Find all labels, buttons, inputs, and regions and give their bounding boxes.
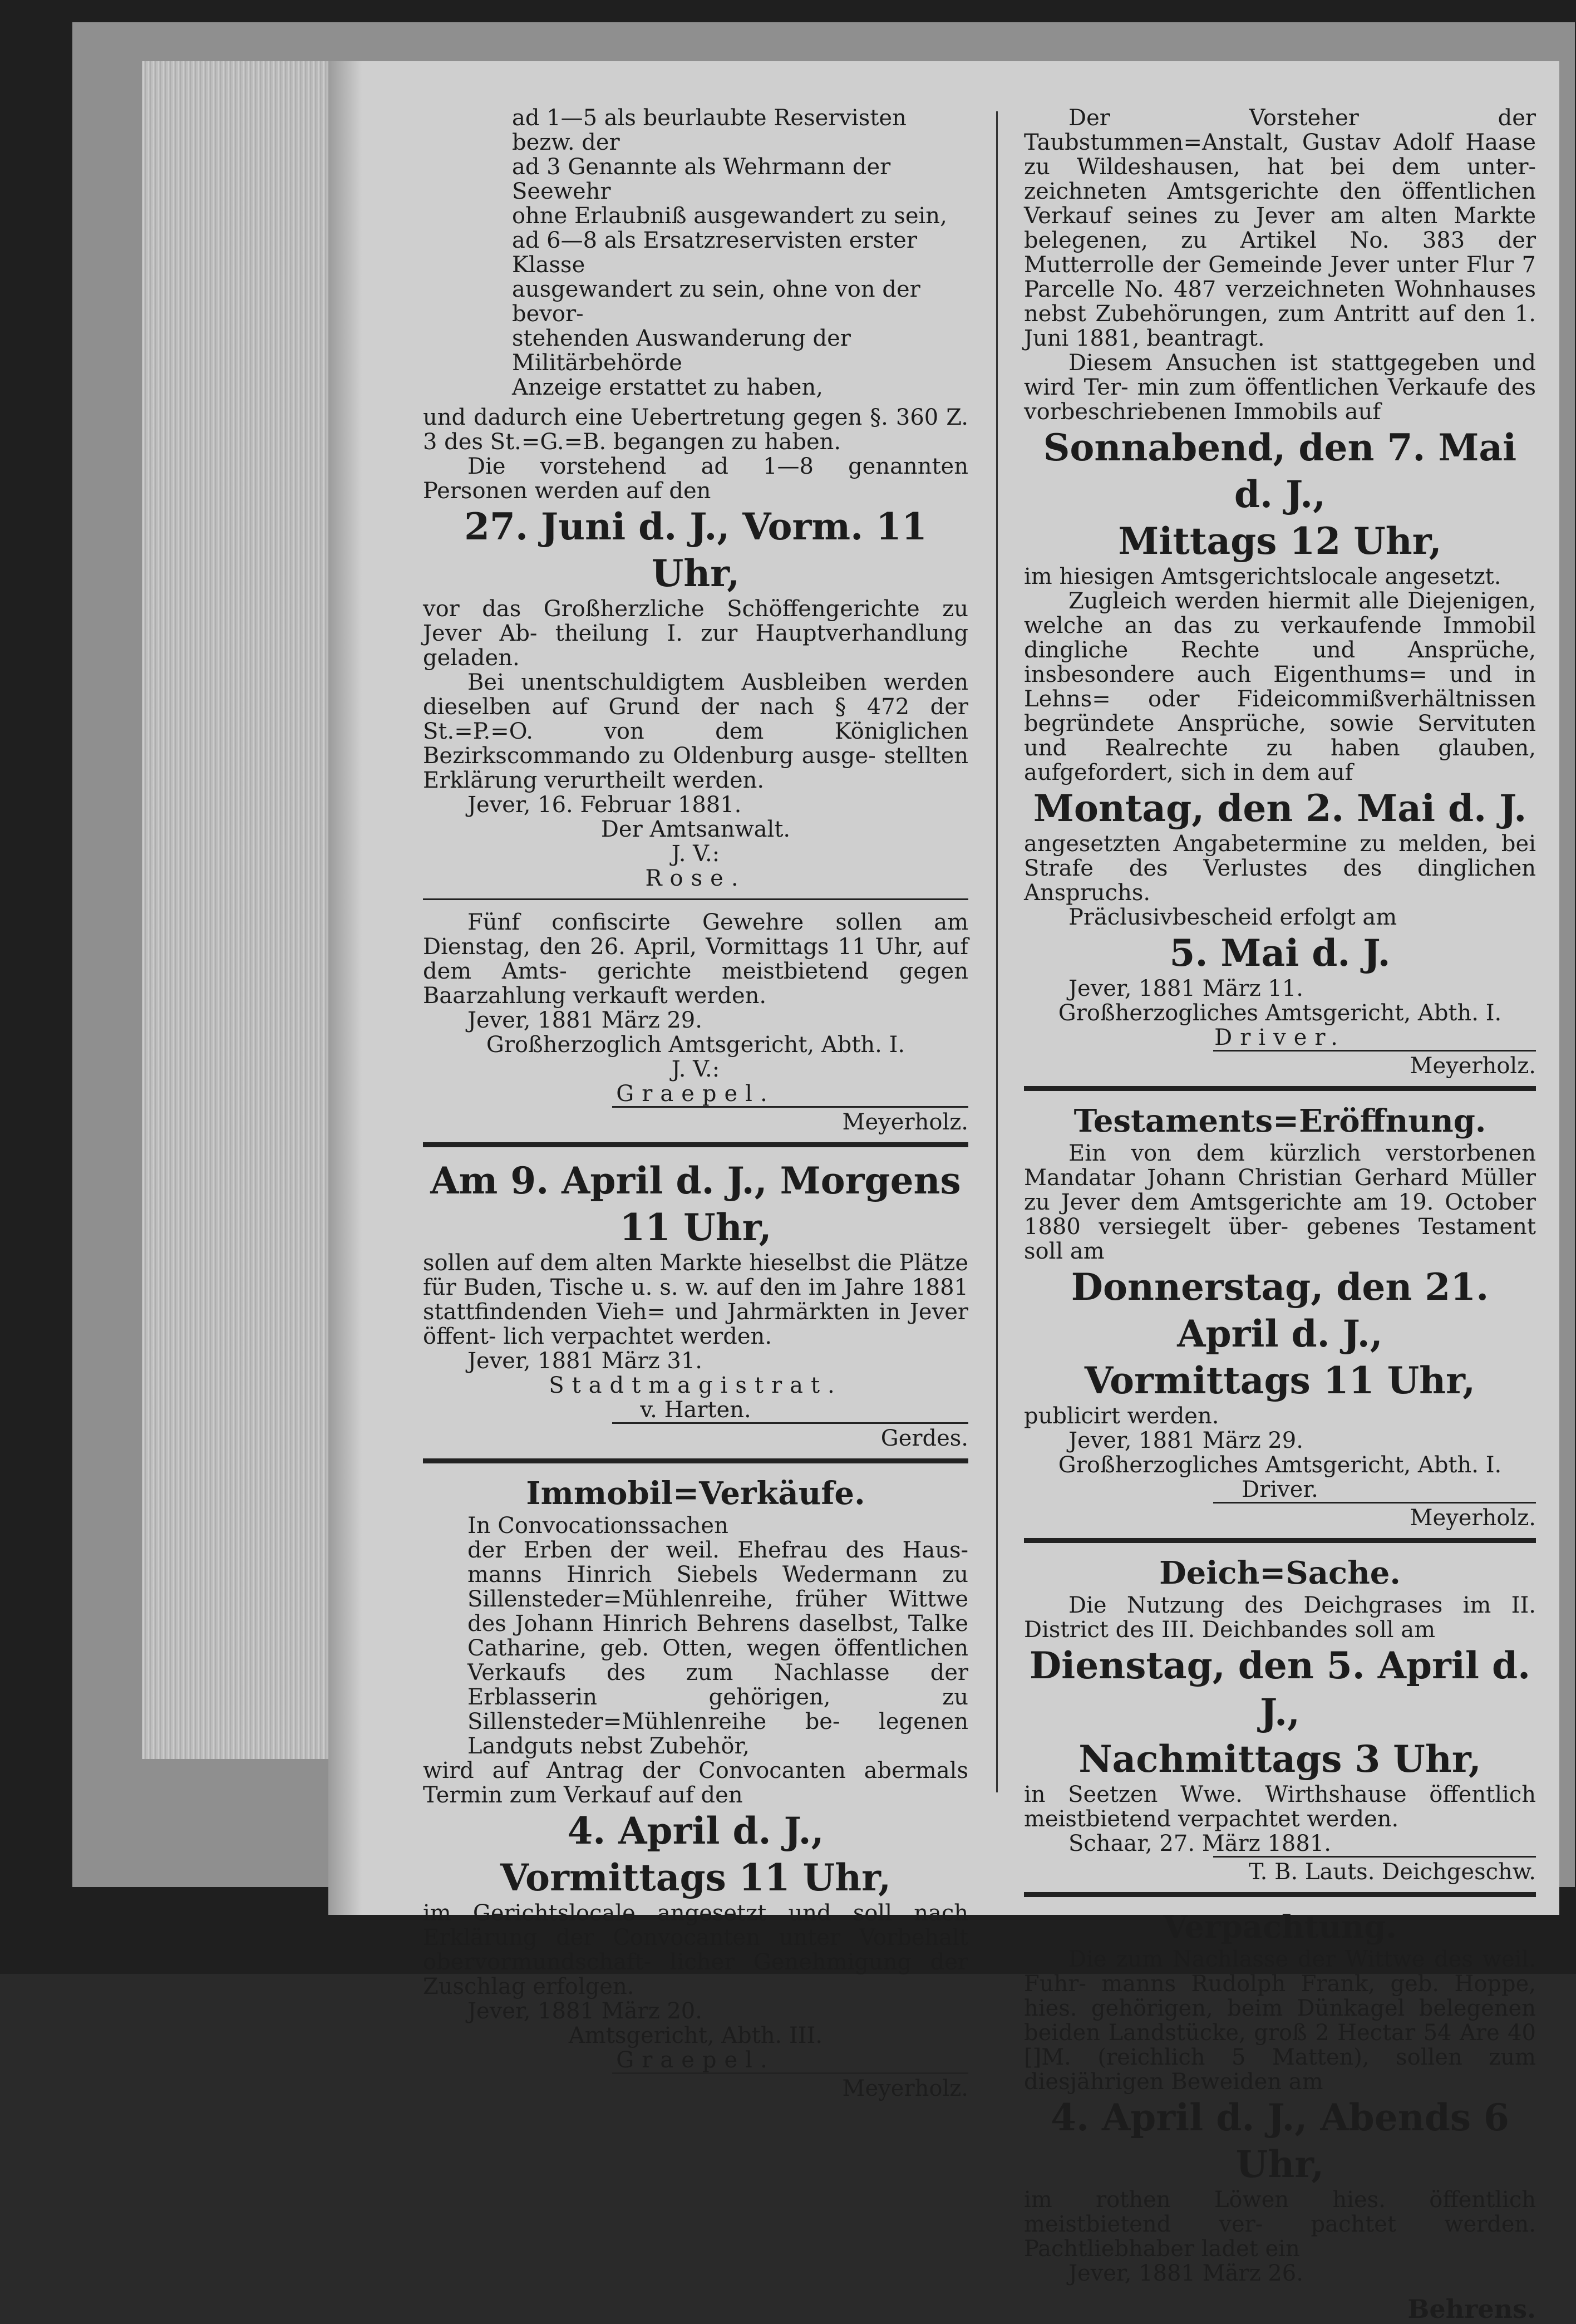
separator: [1024, 1086, 1536, 1091]
deich-notice: Die Nutzung des Deichgrases im II. District des III. Deichbandes soll am: [1024, 1593, 1536, 1643]
house-sale-notice: Der Vorsteher der Taubstummen=Anstalt, Gustav Adolf Haase zu Wildeshausen, hat bei dem unter- zeichneten Amtsgerichte den öffentlichen Verkauf seines zu Jever am alten Markte belegenen, zu Artikel No. 383 der Mutterrolle der Gemeinde Jever unter Flur 7 Parcelle No. 487 verzeichneten Wohnhauses nebst Zubehörungen, zum Antritt auf den 1. Juni 1881, beantragt.: [1024, 105, 1536, 351]
immobil-conditions: im Gerichtslocale angesetzt und soll nach Erklärung der Convocanten unter Vorbehalt obervormundschaft- licher Genehmigung der Zuschlag erfolgen.: [423, 1900, 968, 1999]
immobil-court: Amtsgericht, Abth. III.: [568, 2023, 823, 2048]
deich-time: Nachmittags 3 Uhr,: [1078, 1737, 1481, 1781]
left-column: [423, 106, 968, 2101]
testament-clerk: Meyerholz.: [1213, 1502, 1536, 1530]
immobil-time: Vormittags 11 Uhr,: [500, 1856, 892, 1899]
deich-signer: T. B. Lauts. Deichgeschw.: [1213, 1856, 1536, 1884]
testament-time: Vormittags 11 Uhr,: [1084, 1359, 1476, 1402]
house-clerk: Meyerholz.: [1213, 1050, 1536, 1078]
testament-publish: publicirt werden.: [1024, 1403, 1219, 1429]
immobil-intro: In Convocationssachen: [467, 1513, 728, 1539]
immobil-clerk: Meyerholz.: [612, 2072, 968, 2101]
gutter-shadow: [328, 61, 362, 1915]
house-court: Großherzogliches Amtsgericht, Abth. I.: [1058, 1000, 1502, 1026]
page-stack-edges: [142, 61, 331, 1759]
deich-date: Dienstag, den 5. April d. J.,: [1029, 1644, 1531, 1734]
claims-penalty: angesetzten Angabetermine zu melden, bei Strafe des Verlustes des dinglichen Anspruchs.: [1024, 831, 1536, 906]
market-notice: sollen auf dem alten Markte hieselbst die Plätze für Buden, Tische u. s. w. auf den im Jahre 1881 stattfindenden Vieh= und Jahrmärkten in Jever öffent- lich verpachtet werden.: [423, 1250, 968, 1349]
section-heading-testament: Testaments=Eröffnung.: [1073, 1103, 1486, 1139]
rifles-notice: Fünf confiscirte Gewehre sollen am Dienstag, den 26. April, Vormittags 11 Uhr, auf dem Amts- gerichte meistbietend gegen Baarzahlung verkauft werden.: [423, 910, 968, 1009]
claims-date: Montag, den 2. Mai d. J.: [1033, 787, 1527, 830]
preclusion-date: 5. Mai d. J.: [1169, 931, 1391, 975]
summons-line: ausgewandert zu sein, ohne von der bevor-: [512, 277, 920, 327]
section-heading-immobil: Immobil=Verkäufe.: [526, 1475, 865, 1512]
house-sale-claims: Zugleich werden hiermit alle Diejenigen, welche an das zu verkaufende Immobil dingliche Rechte und Ansprüche, insbesondere auch Eigenthums= und in Lehns= oder Fideicommißverhältnissen begründete Ansprüche, sowie Servituten und Realrechte zu haben glauben, aufgefordert, sich in dem auf: [1024, 588, 1536, 785]
lease-location: im rothen Löwen hies. öffentlich meistbietend ver- pachtet werden. Pachtliebhaber ladet ein: [1024, 2187, 1536, 2262]
summons-intro: Die vorstehend ad 1—8 genannten Personen werden auf den: [423, 454, 968, 504]
immobil-term: wird auf Antrag der Convocanten abermals Termin zum Verkauf auf den: [423, 1758, 968, 1808]
testament-notice: Ein von dem kürzlich verstorbenen Mandatar Johann Christian Gerhard Müller zu Jever dem Amtsgerichte am 19. October 1880 versiegelt über- gebenes Testament soll am: [1024, 1141, 1536, 1264]
market-place-date: Jever, 1881 März 31.: [467, 1348, 702, 1374]
immobil-date: 4. April d. J.,: [567, 1809, 824, 1853]
summons-place-date: Jever, 16. Februar 1881.: [467, 792, 742, 818]
lease-notice: Die zum Nachlasse der Wittwe des weil. Fuhr- manns Rudolph Frank, geb. Hoppe, hies. gehörigen, beim Dünkagel belegenen beiden Landstücke, groß 2 Hectar 54 Are 40 []M. (reichlich 5 Matten), sollen zum diesjährigen Beweiden am: [1024, 1947, 1536, 2095]
summons-penalty: Bei unentschuldigtem Ausbleiben werden dieselben auf Grund der nach § 472 der St.=P.=O. von dem Königlichen Bezirkscommando zu Oldenburg ausge- stellten Erklärung verurtheilt werden.: [423, 670, 968, 793]
rifles-clerk: Meyerholz.: [612, 1106, 968, 1134]
house-sale-term: Diesem Ansuchen ist stattgegeben und wird Ter- min zum öffentlichen Verkaufe des vorbeschriebenen Immobils auf: [1024, 350, 1536, 425]
rifles-signer: Graepel.: [616, 1081, 775, 1107]
summons-signer: Rose.: [645, 866, 746, 891]
house-place-date: Jever, 1881 März 11.: [1068, 976, 1303, 1001]
house-sale-location: im hiesigen Amtsgerichtslocale angesetzt.: [1024, 564, 1501, 589]
separator: [423, 1458, 968, 1463]
lease-signer: Behrens.: [1407, 2294, 1536, 2324]
rifles-iv: J. V.:: [671, 1057, 720, 1082]
column-divider: [996, 111, 998, 1792]
testament-date: Donnerstag, den 21. April d. J.,: [1071, 1265, 1489, 1355]
summons-signer-title: Der Amtsanwalt.: [600, 817, 791, 842]
summons-line: ad 1—5 als beurlaubte Reservisten bezw. der: [512, 105, 907, 155]
market-date: Am 9. April d. J., Morgens 11 Uhr,: [430, 1159, 961, 1249]
summons-court: vor das Großherzliche Schöffengerichte zu Jever Ab- theilung I. zur Hauptverhandlung geladen.: [423, 596, 968, 671]
separator: [423, 1142, 968, 1147]
lease-place-date: Jever, 1881 März 26.: [1068, 2261, 1303, 2286]
summons-offense: und dadurch eine Uebertretung gegen §. 360 Z. 3 des St.=G.=B. begangen zu haben.: [423, 405, 968, 455]
summons-list: [423, 106, 968, 400]
lease-date: 4. April d. J., Abends 6 Uhr,: [1051, 2096, 1509, 2186]
market-clerk: Gerdes.: [612, 1422, 968, 1451]
separator: [1024, 1538, 1536, 1543]
market-authority: Stadtmagistrat.: [549, 1373, 843, 1398]
testament-signer: Driver.: [1242, 1477, 1318, 1502]
immobil-place-date: Jever, 1881 März 20.: [467, 1998, 702, 2024]
section-heading-deich: Deich=Sache.: [1159, 1555, 1401, 1591]
testament-place-date: Jever, 1881 März 29.: [1068, 1428, 1303, 1453]
deich-place-date: Schaar, 27. März 1881.: [1068, 1831, 1331, 1856]
house-sale-date: Sonnabend, den 7. Mai d. J.,: [1043, 426, 1517, 516]
summons-date: 27. Juni d. J., Vorm. 11 Uhr,: [464, 505, 927, 595]
deich-location: in Seetzen Wwe. Wirthshause öffentlich meistbietend verpachtet werden.: [1024, 1782, 1536, 1832]
immobil-parties: der Erben der weil. Ehefrau des Haus- manns Hinrich Siebels Wedermann zu Sillensteder=Mühlenreihe, früher Wittwe des Johann Hinrich Behrens daselbst, Talke Catharine, geb. Otten, wegen öffentlichen Verkaufs des zum Nachlasse der Erblasserin gehörigen, zu Sillensteder=Mühlenreihe be- legenen Landguts nebst Zubehör,: [467, 1537, 968, 1759]
section-heading-verpachtung: Verpachtung.: [1163, 1909, 1397, 1945]
preclusion-intro: Präclusivbescheid erfolgt am: [1068, 905, 1397, 930]
house-sale-time: Mittags 12 Uhr,: [1118, 519, 1442, 563]
summons-iv: J. V.:: [671, 841, 720, 867]
summons-line: ohne Erlaubniß ausgewandert zu sein,: [512, 203, 947, 229]
summons-line: stehenden Auswanderung der Militärbehörde: [512, 326, 851, 376]
market-signer: v. Harten.: [640, 1397, 751, 1423]
immobil-signer: Graepel.: [616, 2047, 775, 2073]
house-signer: Driver.: [1214, 1025, 1346, 1050]
right-column: [1024, 105, 1536, 2324]
rifles-place-date: Jever, 1881 März 29.: [467, 1008, 702, 1033]
separator: [423, 898, 968, 900]
summons-line: Anzeige erstattet zu haben,: [512, 375, 823, 400]
testament-court: Großherzogliches Amtsgericht, Abth. I.: [1058, 1452, 1502, 1478]
separator: [1024, 1892, 1536, 1897]
summons-line: ad 3 Genannte als Wehrmann der Seewehr: [512, 154, 891, 204]
summons-line: ad 6—8 als Ersatzreservisten erster Klasse: [512, 228, 917, 278]
rifles-court: Großherzoglich Amtsgericht, Abth. I.: [486, 1032, 905, 1058]
